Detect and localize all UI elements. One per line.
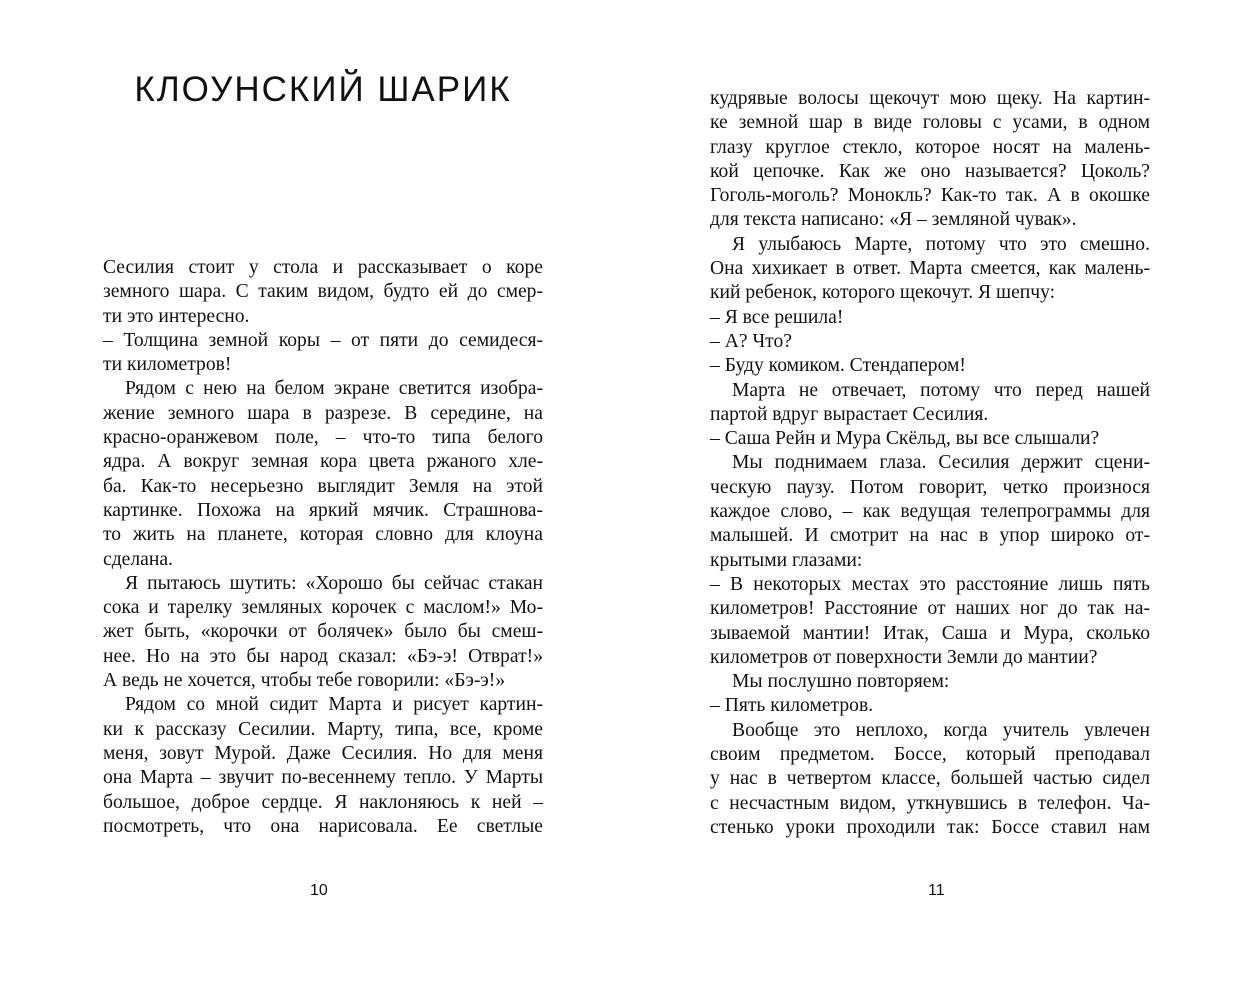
text-line: Гоголь-моголь? Монокль? Как-то так. А в окошке	[710, 185, 1150, 207]
text-line: ти это интересно.	[103, 305, 250, 327]
text-line: Марта не отвечает, потому что перед нашей	[732, 379, 1150, 401]
text-line: то жить на планете, которая словно для клоуна	[103, 524, 543, 546]
text-line: малышей. И смотрит на нас в упор широко от-	[710, 525, 1150, 547]
text-line: ти километров!	[103, 354, 232, 376]
text-line: – Саша Рейн и Мура Скёльд, вы все слышали?	[710, 428, 1100, 450]
text-line: глазу круглое стекло, которое носят на малень-	[710, 136, 1150, 158]
text-line: Я пытаюсь шутить: «Хорошо бы сейчас стакан	[125, 572, 543, 594]
text-line: красно-оранжевом поле, – что-то типа белого	[103, 427, 543, 449]
page-number: 10	[310, 882, 328, 899]
text-line: сока и тарелку земляных корочек с маслом!» Мо-	[103, 597, 543, 619]
text-line: ческую паузу. Потом говорит, четко произнося	[710, 476, 1150, 498]
text-line: сделана.	[103, 548, 173, 570]
text-line: Мы поднимаем глаза. Сесилия держит сцени-	[732, 452, 1150, 474]
text-line: кий ребенок, которого щекочут. Я шепчу:	[710, 282, 1056, 304]
text-line: зываемой мантии! Итак, Саша и Мура, сколько	[710, 622, 1150, 644]
text-line: ке земной шар в виде головы с усами, в одном	[710, 112, 1150, 134]
text-line: большое, доброе сердце. Я наклоняюсь к ней –	[103, 791, 543, 813]
text-line: крытыми глазами:	[710, 549, 863, 571]
text-line: – А? Что?	[710, 330, 792, 352]
text-line: земного шара. С таким видом, будто ей до смер-	[103, 281, 543, 303]
text-line: с несчастным видом, уткнувшись в телефон. Ча-	[710, 792, 1150, 814]
page-number: 11	[928, 882, 945, 899]
text-line: своим предметом. Боссе, который преподавал	[710, 744, 1150, 766]
text-line: – В некоторых местах это расстояние лишь пять	[710, 573, 1150, 595]
text-line: партой вдруг вырастает Сесилия.	[710, 403, 989, 425]
text-line: километров! Расстояние от наших ног до так на-	[710, 598, 1150, 620]
text-line: – Я все решила!	[710, 306, 844, 328]
text-line: А ведь не хочется, чтобы тебе говорили: «Бэ-э!»	[103, 670, 506, 692]
text-line: ки к рассказу Сесилии. Марту, типа, все, кроме	[103, 718, 543, 740]
text-line: Рядом со мной сидит Марта и рисует картин-	[125, 694, 543, 716]
text-line: Сесилия стоит у стола и рассказывает о коре	[103, 257, 543, 278]
text-line: стенько уроки проходили так: Боссе ставил нам	[710, 816, 1150, 838]
text-line: Вообще это неплохо, когда учитель увлечен	[732, 719, 1150, 741]
text-line: километров от поверхности Земли до мантии?	[710, 646, 1098, 668]
text-line: кудрявые волосы щекочут мою щеку. На картин-	[710, 88, 1150, 109]
text-line: посмотреть, что она нарисовала. Ее светлые	[103, 815, 543, 837]
text-line: жение земного шара в разрезе. В середине, на	[103, 402, 543, 424]
right-page	[625, 0, 1250, 992]
text-line: – Толщина земной коры – от пяти до семидеся-	[103, 329, 543, 351]
text-line: нее. Но на это бы народ сказал: «Бэ-э! Отврат!»	[103, 645, 543, 667]
text-line: Рядом с нею на белом экране светится изобра-	[125, 378, 543, 400]
text-line: для текста написано: «Я – земляной чувак».	[710, 209, 1077, 231]
chapter-title: КЛОУНСКИЙ ШАРИК	[134, 70, 512, 109]
text-line: жет быть, «корочки от болячек» было бы смеш-	[103, 621, 543, 643]
text-line: – Пять километров.	[710, 695, 874, 717]
text-line: Я улыбаюсь Марте, потому что это смешно.	[732, 233, 1150, 255]
text-line: – Буду комиком. Стендапером!	[710, 355, 966, 377]
text-line: картинке. Похожа на яркий мячик. Страшнова-	[103, 499, 543, 521]
left-page-text	[103, 256, 543, 839]
text-line: Мы послушно повторяем:	[732, 671, 950, 693]
text-line: она Марта – звучит по-весеннему тепло. У Марты	[103, 767, 543, 789]
text-line: кой цепочке. Как же оно называется? Цоколь?	[710, 160, 1150, 182]
right-page-text	[710, 87, 1150, 840]
text-line: ядра. А вокруг земная кора цвета ржаного хле-	[103, 451, 543, 473]
text-line: меня, зовут Мурой. Даже Сесилия. Но для меня	[103, 742, 543, 764]
text-line: ба. Как-то несерьезно выглядит Земля на этой	[103, 475, 543, 497]
text-line: каждое слово, – как ведущая телепрограммы для	[710, 501, 1150, 523]
text-line: Она хихикает в ответ. Марта смеется, как малень-	[710, 258, 1150, 280]
text-line: у нас в четвертом классе, большей частью сидел	[710, 768, 1150, 790]
